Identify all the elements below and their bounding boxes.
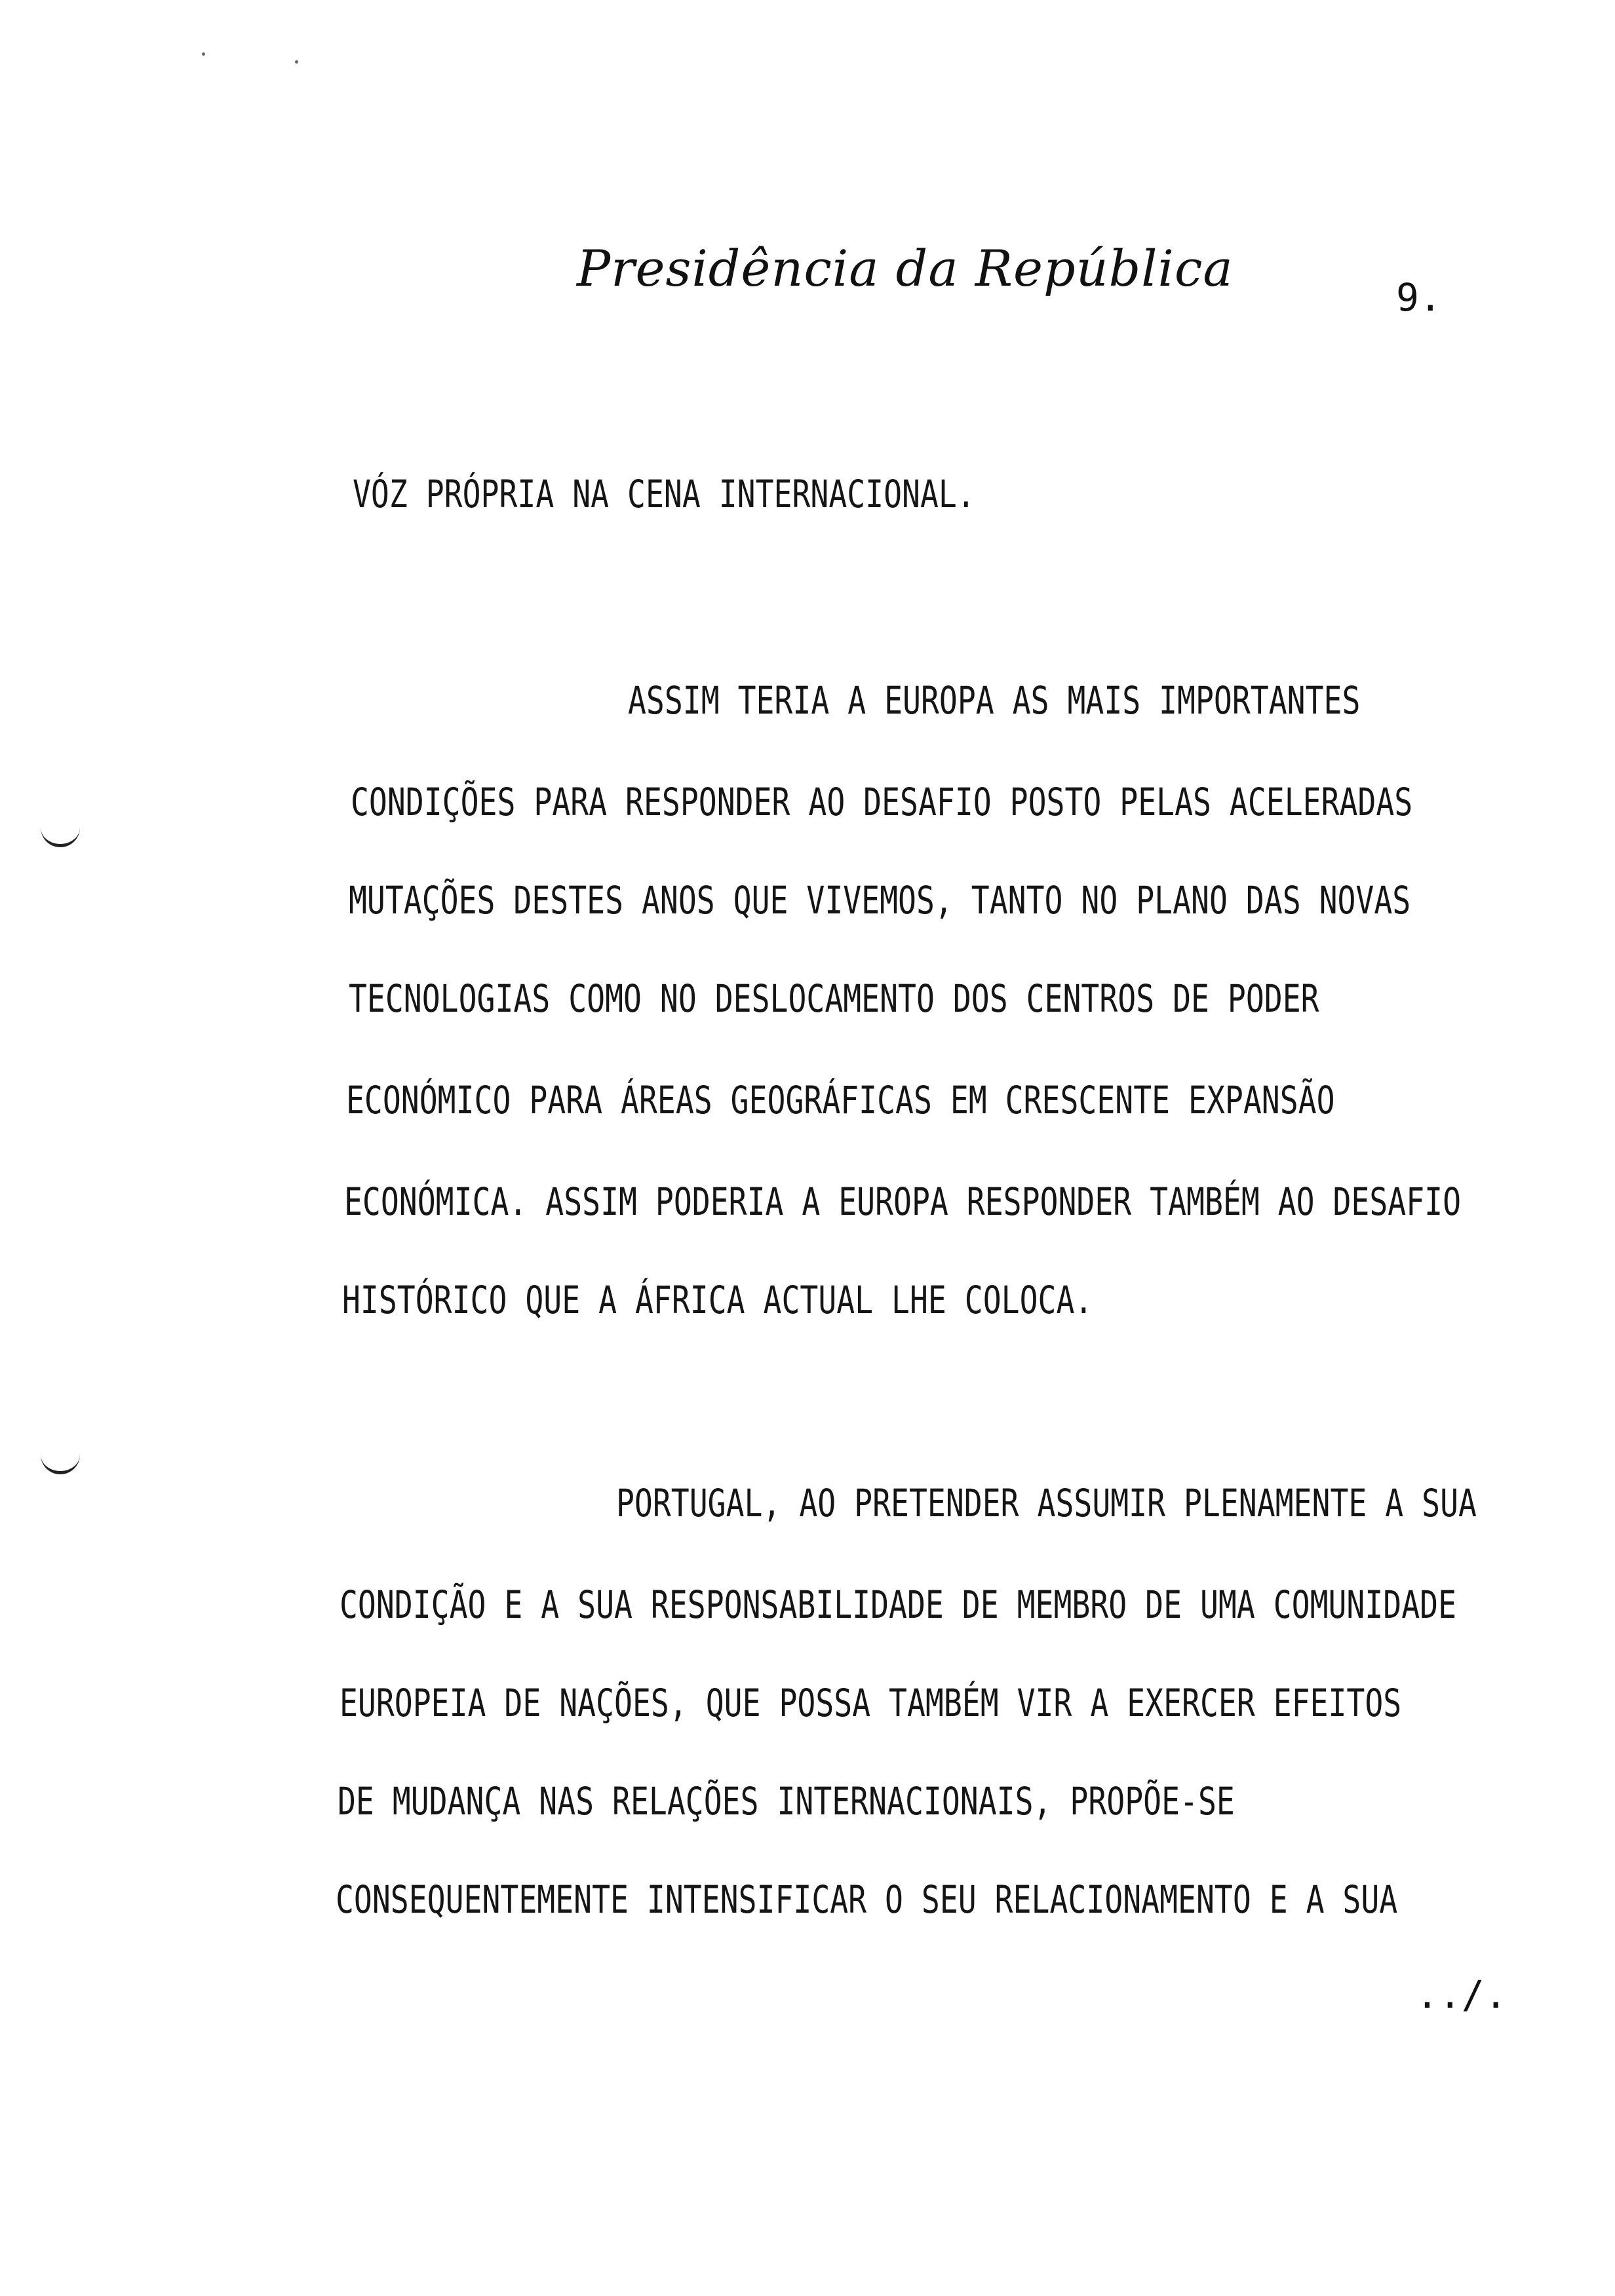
margin-mark: [41, 824, 80, 847]
page-number: 9.: [1396, 275, 1442, 320]
continuation-mark: ../.: [1416, 1972, 1508, 2017]
scan-speck: [202, 52, 205, 56]
text-line: CONDIÇÃO E A SUA RESPONSABILIDADE DE MEMBRO DE UMA COMUNIDADE: [340, 1582, 1457, 1627]
text-line: ASSIM TERIA A EUROPA AS MAIS IMPORTANTES: [628, 678, 1361, 723]
margin-mark: [41, 1451, 80, 1474]
text-line: EUROPEIA DE NAÇÕES, QUE POSSA TAMBÉM VIR A EXERCER EFEITOS: [340, 1681, 1402, 1725]
text-line: VÓZ PRÓPRIA NA CENA INTERNACIONAL.: [353, 472, 975, 516]
scan-speck: [295, 60, 298, 64]
text-line: ECONÓMICA. ASSIM PODERIA A EUROPA RESPONDER TAMBÉM AO DESAFIO: [344, 1179, 1462, 1224]
text-line: DE MUDANÇA NAS RELAÇÕES INTERNACIONAIS, PROPÕE-SE: [338, 1779, 1235, 1824]
text-line: TECNOLOGIAS COMO NO DESLOCAMENTO DOS CENTROS DE PODER: [349, 976, 1319, 1021]
text-line: CONDIÇÕES PARA RESPONDER AO DESAFIO POSTO PELAS ACELERADAS: [351, 780, 1413, 824]
text-line: HISTÓRICO QUE A ÁFRICA ACTUAL LHE COLOCA.: [342, 1278, 1093, 1322]
text-line: PORTUGAL, AO PRETENDER ASSUMIR PLENAMENTE A SUA: [616, 1481, 1477, 1525]
text-line: MUTAÇÕES DESTES ANOS QUE VIVEMOS, TANTO NO PLANO DAS NOVAS: [349, 878, 1411, 923]
text-line: CONSEQUENTEMENTE INTENSIFICAR O SEU RELACIONAMENTO E A SUA: [336, 1877, 1398, 1922]
letterhead: Presidência da República: [577, 239, 1234, 297]
text-line: ECONÓMICO PARA ÁREAS GEOGRÁFICAS EM CRESCENTE EXPANSÃO: [346, 1078, 1335, 1122]
